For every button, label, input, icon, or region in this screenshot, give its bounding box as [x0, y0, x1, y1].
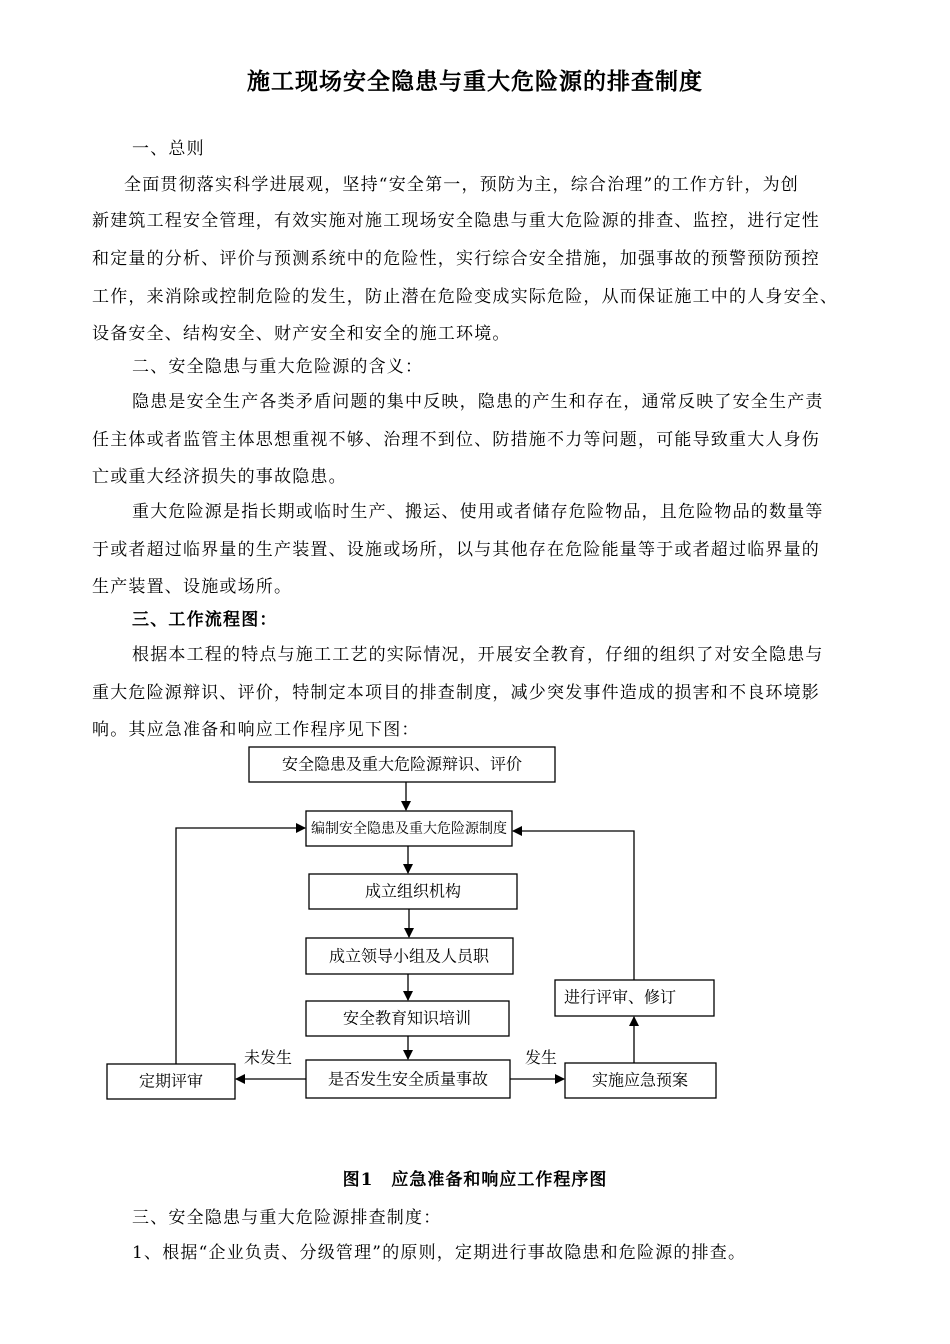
paragraph-line: 1、根据“企业负责、分级管理”的原则，定期进行事故隐患和危险源的排查。	[132, 1243, 747, 1263]
flow-node-label: 安全教育知识培训	[342, 1008, 472, 1028]
paragraph-line: 全面贯彻落实科学进展观，坚持“安全第一，预防为主，综合治理”的工作方针，为创	[124, 175, 799, 195]
flow-node-accident-decision	[306, 1060, 510, 1098]
flow-node-label: 编制安全隐患及重大危险源制度	[311, 821, 507, 837]
flow-arrow-feedback-right	[513, 831, 634, 980]
flow-node-label: 成立组织机构	[364, 881, 462, 901]
flow-node-label: 安全隐患及重大危险源辩识、评价	[281, 754, 523, 774]
flow-node-compile-system	[306, 811, 512, 846]
section-heading: 三、安全隐患与重大危险源排查制度：	[132, 1208, 442, 1228]
paragraph-line: 设备安全、结构安全、财产安全和安全的施工环境。	[92, 324, 511, 344]
section-heading: 一、总则	[132, 139, 205, 159]
section-heading: 三、工作流程图：	[132, 610, 278, 630]
flow-node-identify	[249, 747, 555, 782]
paragraph-line: 新建筑工程安全管理，有效实施对施工现场安全隐患与重大危险源的排查、监控，进行定性	[92, 211, 820, 231]
flow-node-periodic-review	[107, 1064, 235, 1099]
figure-caption: 图1 应急准备和响应工作程序图	[342, 1170, 608, 1190]
edge-label-occurred: 发生	[524, 1048, 558, 1067]
flow-node-organization	[309, 874, 517, 909]
paragraph-line: 生产装置、设施或场所。	[92, 577, 293, 597]
flow-node-label: 实施应急预案	[591, 1070, 689, 1090]
flow-arrow-feedback-left	[176, 828, 305, 1064]
flow-node-review-revise	[555, 980, 714, 1016]
paragraph-line: 响。其应急准备和响应工作程序见下图：	[92, 720, 420, 740]
flow-node-label: 成立领导小组及人员职	[328, 946, 490, 966]
flow-node-emergency-plan	[565, 1063, 716, 1098]
paragraph-line: 重大危险源辩识、评价，特制定本项目的排查制度，减少突发事件造成的损害和不良环境影	[92, 683, 820, 703]
flow-node-label: 定期评审	[138, 1071, 204, 1091]
paragraph-line: 和定量的分析、评价与预测系统中的危险性，实行综合安全措施，加强事故的预警预防预控	[92, 249, 820, 269]
paragraph-line: 工作，来消除或控制危险的发生，防止潜在危险变成实际危险，从而保证施工中的人身安全、	[92, 287, 839, 307]
paragraph-line: 重大危险源是指长期或临时生产、搬运、使用或者储存危险物品，且危险物品的数量等	[132, 502, 824, 522]
flow-node-label: 是否发生安全质量事故	[327, 1069, 489, 1089]
paragraph-line: 根据本工程的特点与施工工艺的实际情况，开展安全教育，仔细的组织了对安全隐患与	[132, 645, 824, 665]
flow-node-leadership-group	[306, 938, 513, 974]
flow-node-training	[306, 1001, 509, 1036]
paragraph-line: 于或者超过临界量的生产装置、设施或场所，以与其他存在危险能量等于或者超过临界量的	[92, 540, 820, 560]
paragraph-line: 任主体或者监管主体思想重视不够、治理不到位、防措施不力等问题，可能导致重大人身伤	[92, 430, 820, 450]
flowchart	[0, 740, 950, 1155]
flow-node-label: 进行评审、修订	[563, 987, 677, 1007]
paragraph-line: 隐患是安全生产各类矛盾问题的集中反映，隐患的产生和存在，通常反映了安全生产责	[132, 392, 824, 412]
document-title: 施工现场安全隐患与重大危险源的排查制度	[247, 69, 703, 95]
section-heading: 二、安全隐患与重大危险源的含义：	[132, 357, 424, 377]
paragraph-line: 亡或重大经济损失的事故隐患。	[92, 467, 347, 487]
edge-label-not-occurred: 未发生	[243, 1048, 293, 1067]
